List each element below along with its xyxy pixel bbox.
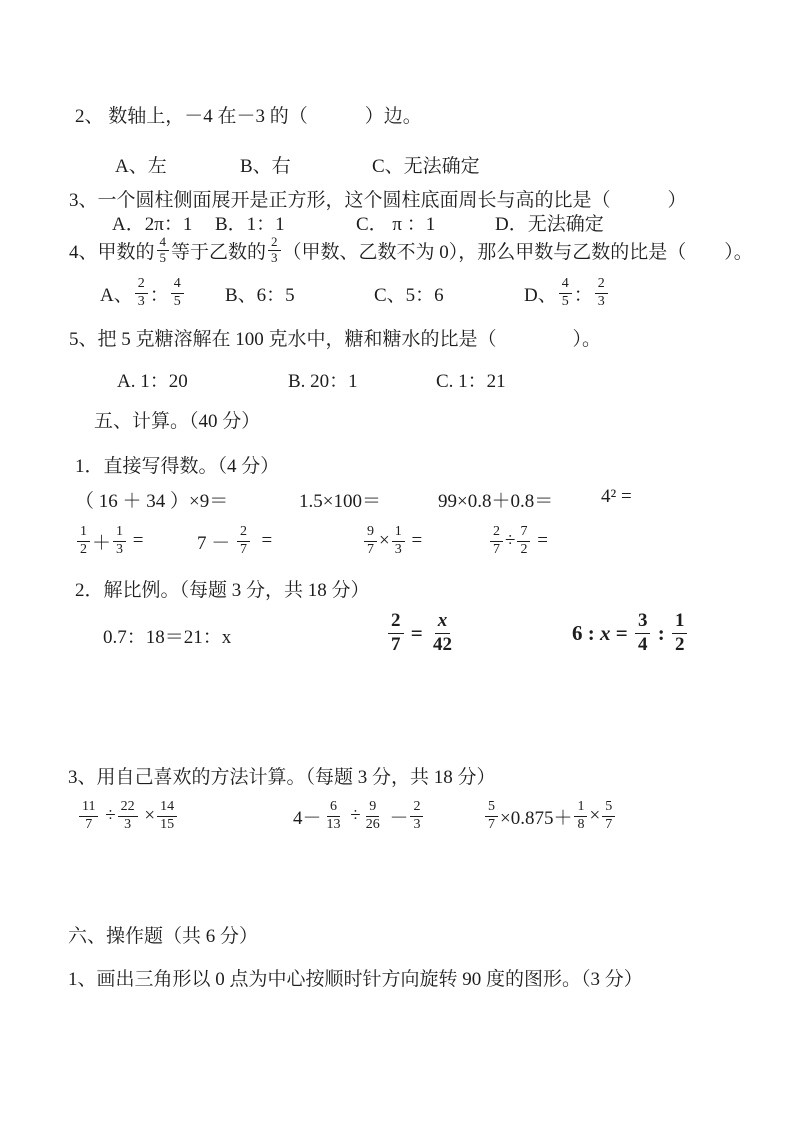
equals-sign: = [405,620,428,645]
fraction [595,276,608,309]
equals-sign: = [252,530,273,551]
section-6-question-1: 1、画出三角形以 0 点为中心按顺时针方向旋转 90 度的图形。（3 分） [68,969,643,990]
denominator: 5 [159,249,167,265]
fraction [517,524,530,557]
denominator: 7 [85,816,93,832]
fraction [602,799,615,832]
fraction [79,799,98,832]
operator: × [139,805,156,826]
calc-expression: 1.5×100＝ [299,491,381,512]
denominator: 3 [597,293,605,309]
calc-expression: 4² = [601,486,632,507]
fraction [490,524,503,557]
q4-mid: 等于乙数的 [171,241,267,263]
question-3-text: 3、一个圆柱侧面展开是正方形，这个圆柱底面周长与高的比是（ ） [69,190,687,211]
denominator: 7 [605,816,613,832]
denominator: 3 [124,816,132,832]
numerator: 5 [485,799,498,816]
fraction [635,610,651,657]
operator: × [589,805,601,826]
fraction [364,524,377,557]
numerator: 9 [364,524,377,541]
denominator: 13 [326,816,341,832]
numerator: x [435,610,451,634]
calc-expression [488,519,548,563]
section-5-title: 五、计算。（40 分） [94,411,261,432]
fraction [392,524,405,557]
numerator: 1 [672,610,688,634]
calc-expression [77,788,179,844]
fraction [574,799,587,832]
denominator: 26 [365,816,380,832]
numerator: 4 [157,235,170,251]
variable-x: x [600,620,611,645]
equals-sign: = [610,620,633,645]
q3-option-d: D．无法确定 [495,214,604,235]
denominator: 7 [493,541,500,557]
denominator: 5 [173,293,181,309]
proportion-expression [386,600,457,666]
numerator: 2 [410,799,423,816]
denominator: 15 [160,816,175,832]
denominator: 42 [432,633,452,655]
denominator: 2 [80,541,87,557]
denominator: 7 [391,633,401,655]
denominator: 3 [413,816,421,832]
denominator: 4 [637,633,648,655]
numerator: 1 [574,799,587,816]
operator: ＋ [92,532,112,554]
fraction [268,235,281,266]
numerator: 22 [118,799,138,816]
operand: 6 : [572,620,600,645]
numerator: 5 [602,799,615,816]
q5-option-c: C. 1：21 [436,371,506,392]
numerator: 1 [77,524,90,541]
question-5-text: 5、把 5 克糖溶解在 100 克水中，糖和糖水的比是（ ）。 [69,329,602,350]
ratio-colon: : [652,620,670,645]
numerator: 4 [171,276,184,293]
numerator: 1 [392,524,405,541]
fraction [324,799,344,832]
fraction [157,799,177,832]
operator: ×0.875＋ [500,807,573,829]
proportion-expression [572,600,689,666]
operator: ÷ [505,530,516,551]
numerator: 7 [517,524,530,541]
equals-sign: = [532,530,548,551]
numerator: 2 [595,276,608,293]
calc-expression [362,519,422,563]
fraction [118,799,138,832]
q2-option-c: C、无法确定 [372,156,480,177]
option-label: A、 [100,284,133,306]
q4-option-a [100,271,186,315]
q4-option-d [524,271,610,315]
equals-sign: = [406,530,423,551]
numerator: 1 [113,524,126,541]
numerator: 11 [79,799,98,816]
fraction [388,610,404,657]
ratio-colon: ： [149,284,169,306]
numerator: 2 [135,276,148,293]
part-1-title: 1．直接写得数。（4 分） [75,456,280,477]
proportion-expression: 0.7：18＝21：x [103,627,232,648]
option-label: D、 [524,284,557,306]
operator: × [379,530,390,551]
operand: 4－ [293,807,322,829]
denominator: 2 [520,541,528,557]
question-4-text [69,228,753,272]
numerator: 2 [237,524,250,541]
fraction [485,799,498,832]
numerator: 6 [327,799,340,816]
q3-option-b: B．1：1 [215,214,285,235]
q2-option-a: A、左 [115,156,167,177]
calc-expression: 99×0.8＋0.8＝ [438,491,554,512]
operator: ÷ [345,805,361,826]
fraction [237,524,250,557]
numerator: 2 [490,524,503,541]
denominator: 2 [674,633,685,655]
fraction [410,799,423,832]
calc-expression [197,519,272,563]
fraction [135,276,148,309]
section-6-title: 六、操作题（共 6 分） [68,926,259,947]
numerator: 2 [388,610,404,634]
operator: ÷ [100,805,116,826]
denominator: 3 [137,293,145,309]
denominator: 8 [577,816,585,832]
q4-suffix: （甲数、乙数不为 0），那么甲数与乙数的比是（ ）。 [282,241,753,263]
part-3-title: 3、用自己喜欢的方法计算。（每题 3 分，共 18 分） [68,767,496,788]
denominator: 3 [116,541,124,557]
calc-expression: （ 16 ＋ 34 ）×9＝ [75,491,229,512]
numerator: 3 [635,610,651,634]
ratio-colon: ： [573,284,593,306]
denominator: 7 [488,816,495,832]
calc-expression [483,788,617,844]
fraction [77,524,90,557]
q4-option-c: C、5：6 [374,284,444,306]
q4-prefix: 4、甲数的 [69,241,155,263]
denominator: 7 [240,541,248,557]
q5-option-b: B. 20：1 [288,371,358,392]
q3-option-c: C． π ：1 [356,214,436,235]
fraction [559,276,572,309]
calc-expression [75,519,143,563]
denominator: 3 [394,541,402,557]
numerator: 2 [268,235,281,251]
q3-option-a: A．2π：1 [112,214,193,235]
fraction [171,276,184,309]
operator: － [384,807,409,829]
numerator: 9 [366,799,379,816]
denominator: 3 [271,249,278,265]
fraction [672,610,688,657]
denominator: 7 [367,541,374,557]
part-2-title: 2．解比例。（每题 3 分，共 18 分） [75,580,370,601]
operand: 7 － [197,532,236,554]
equals-sign: = [128,530,144,551]
fraction [430,610,455,657]
fraction [113,524,126,557]
numerator: 4 [559,276,572,293]
question-2-text: 2、 数轴上，－4 在－3 的（ ）边。 [75,106,422,127]
numerator: 14 [157,799,177,816]
fraction [363,799,383,832]
denominator: 5 [561,293,569,309]
q2-option-b: B、右 [240,156,291,177]
q5-option-a: A. 1：20 [117,371,188,392]
calc-expression [293,788,425,844]
q4-option-b: B、6：5 [225,284,295,306]
fraction [157,235,170,266]
